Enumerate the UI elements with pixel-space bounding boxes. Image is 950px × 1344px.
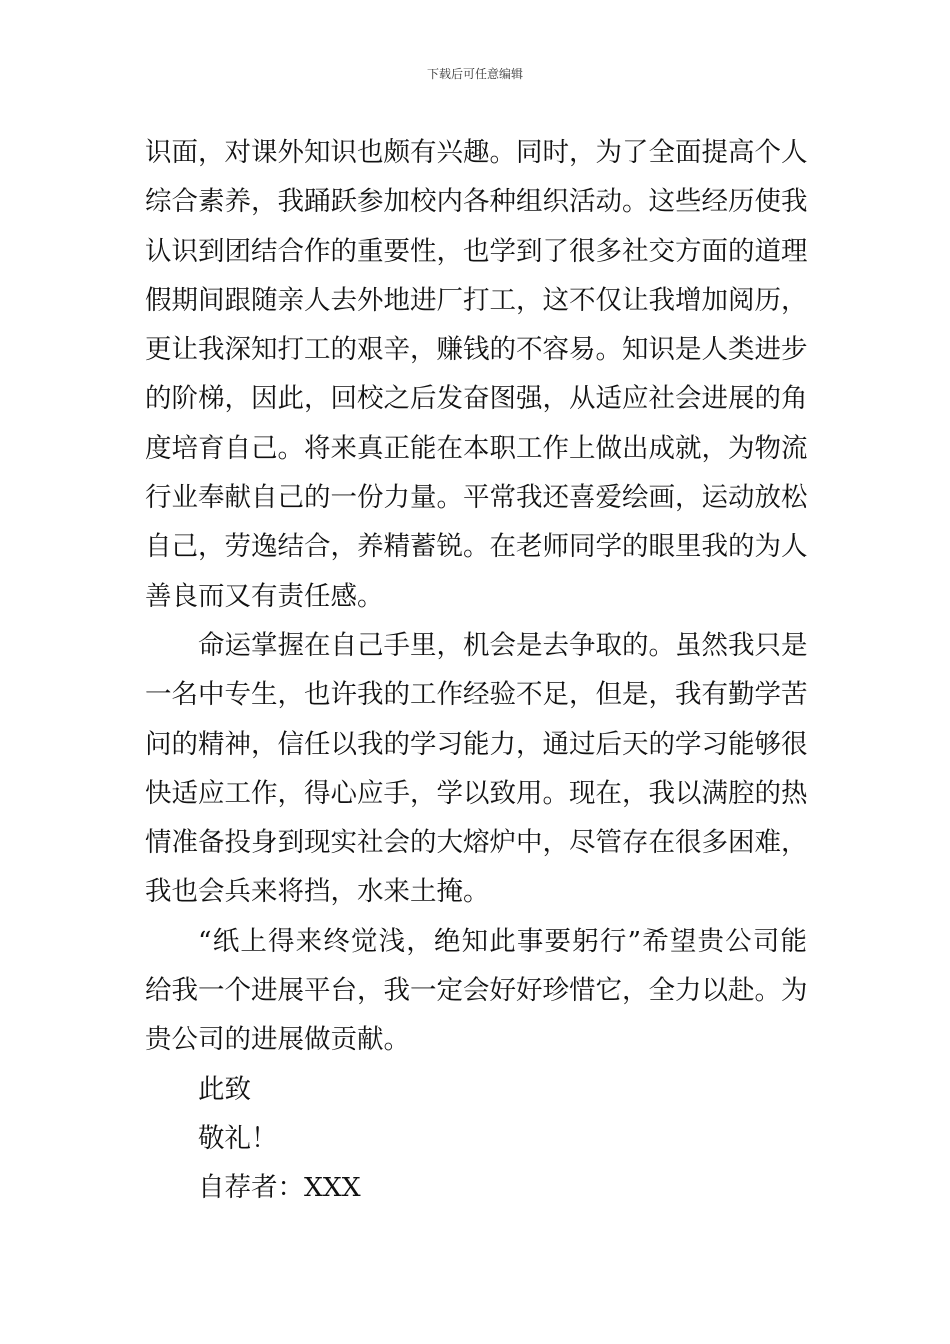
text-line: 假期间跟随亲人去外地进厂打工，这不仅让我增加阅历， [145, 284, 807, 316]
paragraph-2 [145, 621, 807, 917]
text-line: 度培育自己。将来真正能在本职工作上做出成就，为物流 [145, 432, 807, 464]
signature: 自荐者：XXX [198, 1172, 361, 1204]
text-line: 命运掌握在自己手里，机会是去争取的。虽然我只是 [198, 629, 807, 661]
closing-regards: 敬礼！ [198, 1122, 278, 1154]
text-line: 自己，劳逸结合，养精蓄锐。在老师同学的眼里我的为人 [145, 531, 807, 563]
text-line: 行业奉献自己的一份力量。平常我还喜爱绘画，运动放松 [145, 482, 807, 514]
text-line: 认识到团结合作的重要性，也学到了很多社交方面的道理 [145, 235, 807, 267]
text-line: 给我一个进展平台，我一定会好好珍惜它，全力以赴。为 [145, 975, 807, 1007]
text-line: 识面，对课外知识也颇有兴趣。同时，为了全面提高个人 [145, 137, 807, 168]
closing-salutation: 此致 [198, 1073, 251, 1105]
text-line: 情准备投身到现实社会的大熔炉中，尽管存在很多困难， [145, 827, 807, 859]
text-line: 一名中专生，也许我的工作经验不足，但是，我有勤学苦 [145, 679, 807, 711]
paragraph-3 [145, 917, 807, 1065]
letter-body [145, 128, 807, 1213]
text-line: 问的精神，信任以我的学习能力，通过后天的学习能够很 [145, 728, 807, 760]
text-line: 的阶梯，因此，回校之后发奋图强，从适应社会进展的角 [145, 383, 807, 415]
paragraph-1 [145, 128, 807, 621]
text-line: “纸上得来终觉浅，绝知此事要躬行”希望贵公司能 [198, 925, 807, 957]
text-line: 综合素养，我踊跃参加校内各种组织活动。这些经历使我 [145, 186, 807, 218]
text-line: 善良而又有责任感。 [145, 580, 384, 612]
text-line: 更让我深知打工的艰辛，赚钱的不容易。知识是人类进步 [145, 334, 807, 366]
text-line: 快适应工作，得心应手，学以致用。现在，我以满腔的热 [145, 777, 807, 809]
page-header: 下载后可任意编辑 [426, 67, 523, 81]
text-line: 我也会兵来将挡，水来土掩。 [145, 876, 490, 908]
text-line: 贵公司的进展做贡献。 [145, 1024, 410, 1056]
